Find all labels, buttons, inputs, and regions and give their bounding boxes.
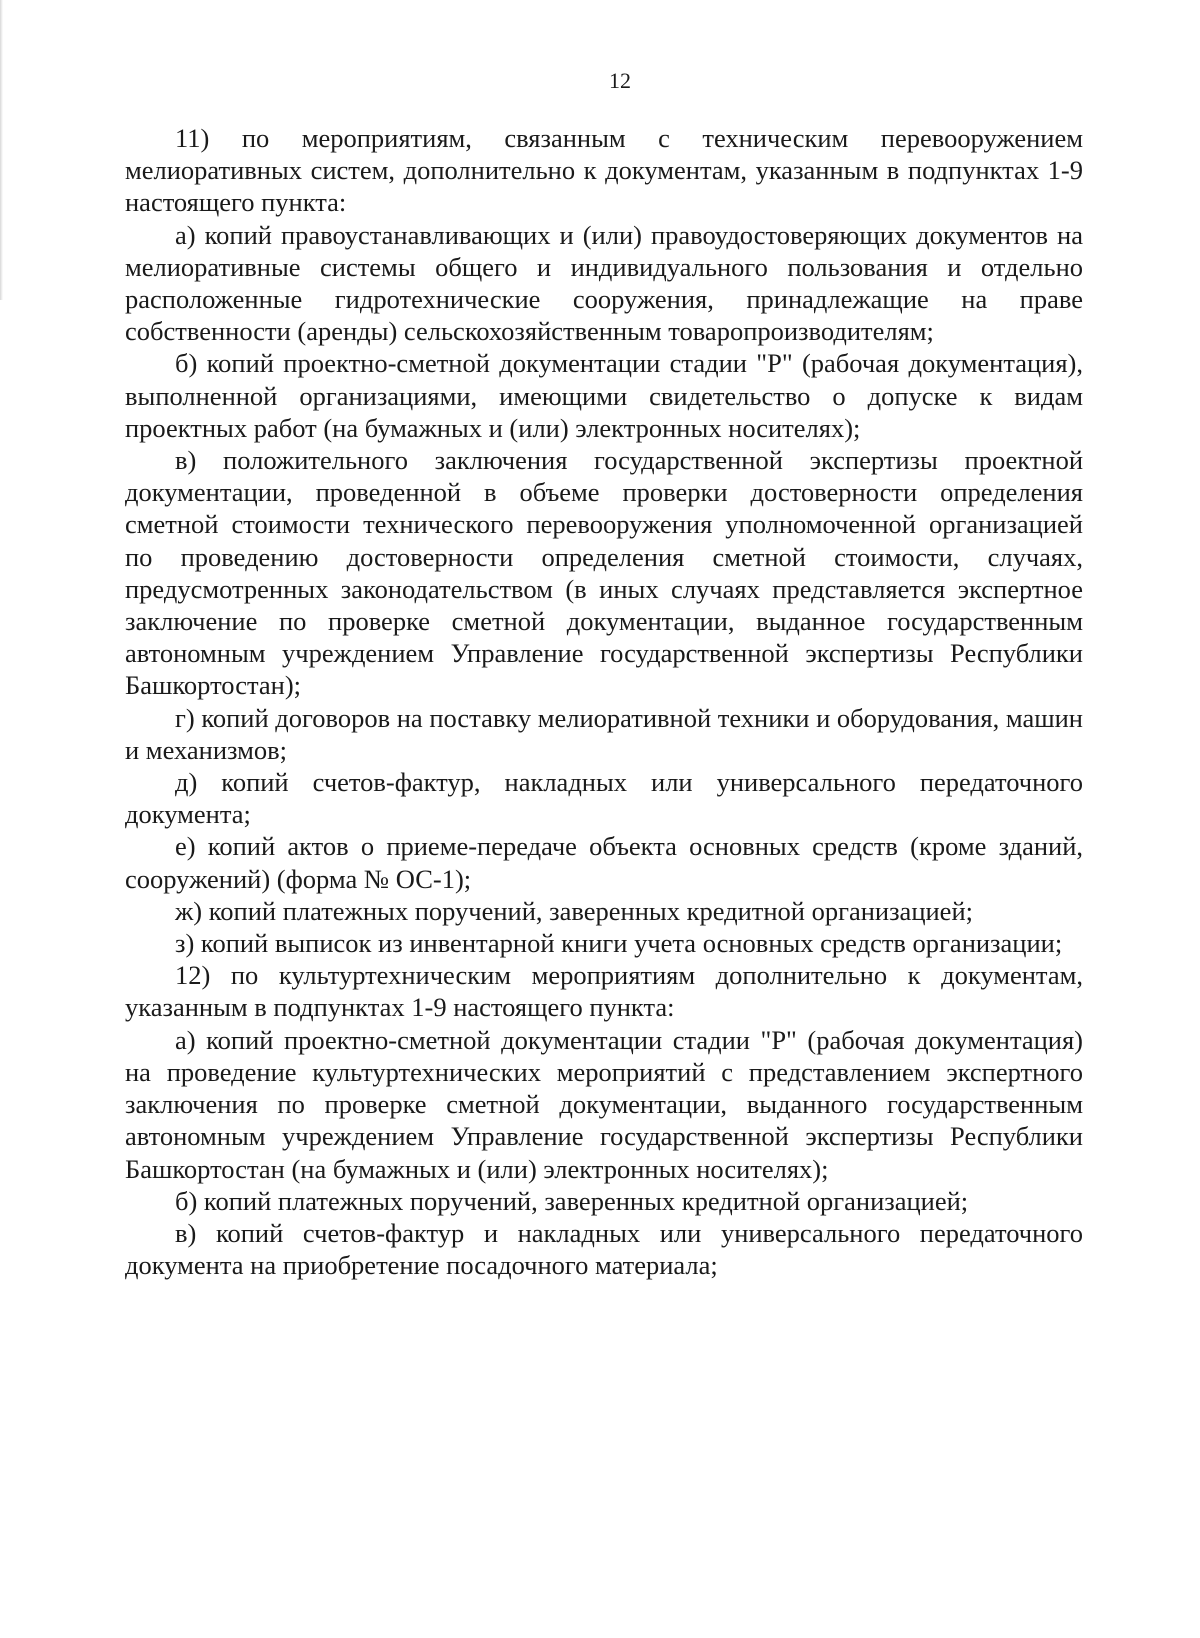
paragraph-12b: б) копий платежных поручений, заверенных кредитной организацией; xyxy=(175,1185,969,1216)
document-body xyxy=(125,122,1083,1281)
paragraph-11e: е) копий актов о приеме-передаче объекта основных средств (кроме зданий, сооружений) (форма № ОС-1); xyxy=(125,831,1083,894)
paragraph-11b: б) копий проектно-сметной документации стадии "Р" (рабочая документация), выполненной организациями, имеющими свидетельство о допуске к видам проектных работ (на бумажных и (или) электронных носителях); xyxy=(125,348,1083,443)
paragraph-item-12: 12) по культуртехническим мероприятиям дополнительно к документам, указанным в подпунктах 1-9 настоящего пункта: xyxy=(125,960,1083,1023)
paragraph-11zh: ж) копий платежных поручений, заверенных кредитной организацией; xyxy=(175,895,973,926)
scan-edge xyxy=(0,0,3,300)
paragraph-11g: г) копий договоров на поставку мелиоративной техники и оборудования, машин и механизмов; xyxy=(125,702,1083,765)
paragraph-11z: з) копий выписок из инвентарной книги учета основных средств организации; xyxy=(175,928,1063,959)
paragraph-11a: а) копий правоустанавливающих и (или) правоудостоверяющих документов на мелиоративные системы общего и индивидуального пользования и отдельно расположенные гидротехнические сооружения, принадлежащие на праве собственности (аренды) сельскохозяйственным товаропроизводителям; xyxy=(125,219,1083,347)
paragraph-12a: а) копий проектно-сметной документации стадии "Р" (рабочая документация) на проведение культуртехнических мероприятий с представлением экспертного заключения по проверке сметной документации, выданного государственным автономным учреждением Управление государственной экспертизы Республики Башкортостан (на бумажных и (или) электронных носителях); xyxy=(125,1024,1083,1184)
page-number: 12 xyxy=(609,68,631,93)
paragraph-11d: д) копий счетов-фактур, накладных или универсального передаточного документа; xyxy=(125,767,1083,830)
paragraph-12v: в) копий счетов-фактур и накладных или универсального передаточного документа на приобретение посадочного материала; xyxy=(125,1217,1083,1281)
paragraph-11v: в) положительного заключения государственной экспертизы проектной документации, проведенной в объеме проверки достоверности определения сметной стоимости технического перевооружения уполномоченной организацией по проведению достоверности определения сметной стоимости, случаях, предусмотренных законодательством (в иных случаях представляется экспертное заключение по проверке сметной документации, выданное государственным автономным учреждением Управление государственной экспертизы Республики Башкортостан); xyxy=(125,445,1083,701)
paragraph-item-11: 11) по мероприятиям, связанным с техническим перевооружением мелиоративных систем, дополнительно к документам, указанным в подпунктах 1-9 настоящего пункта: xyxy=(125,123,1083,218)
